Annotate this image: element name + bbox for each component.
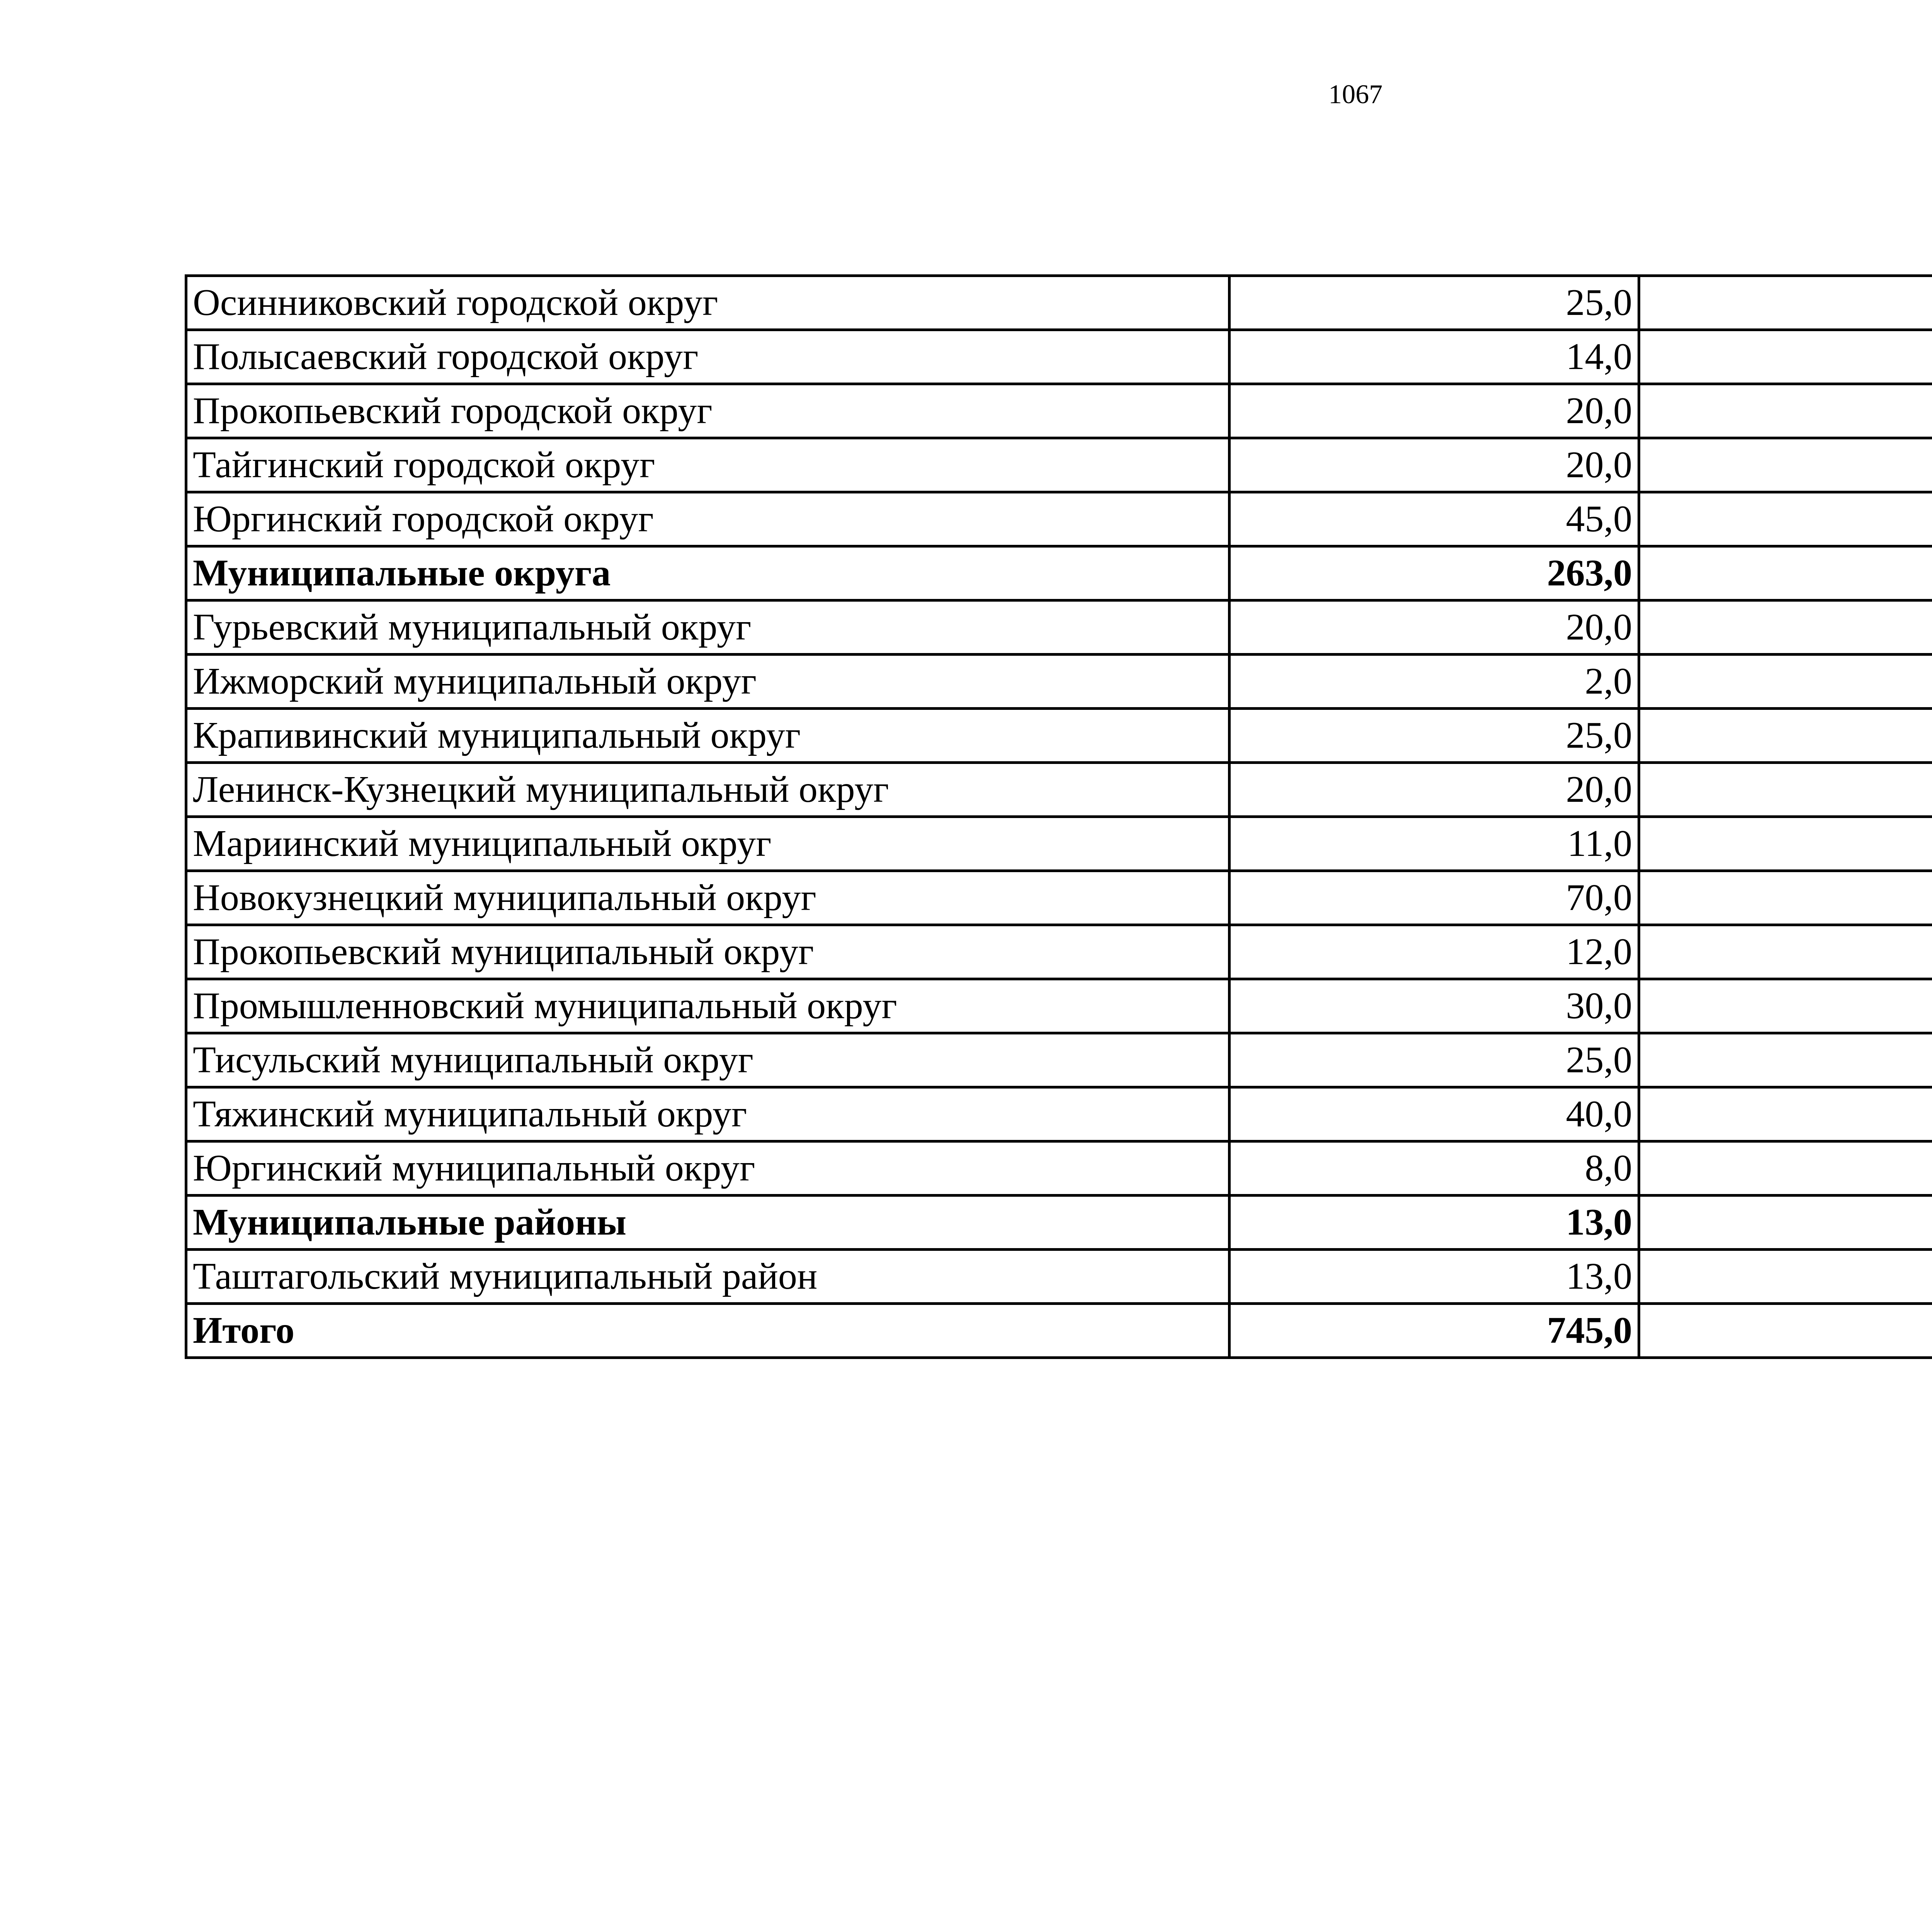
row-value-1-cell: 11,0	[1230, 817, 1639, 871]
row-value-2-cell	[1639, 600, 1932, 655]
row-value-1-cell: 20,0	[1230, 438, 1639, 492]
table-row	[186, 817, 1932, 871]
row-value-1-cell: 263,0	[1230, 546, 1639, 600]
row-value-1-cell: 20,0	[1230, 384, 1639, 438]
row-value-2-cell	[1639, 925, 1932, 979]
row-value-1-cell: 70,0	[1230, 871, 1639, 925]
row-value-2-cell	[1639, 709, 1932, 763]
row-value-1-cell: 8,0	[1230, 1141, 1639, 1196]
table-row	[186, 1250, 1932, 1304]
table-row	[186, 1304, 1932, 1358]
row-value-1-cell: 2,0	[1230, 655, 1639, 709]
table-row	[186, 546, 1932, 600]
row-value-1-cell: 20,0	[1230, 600, 1639, 655]
row-name-cell: Прокопьевский муниципальный округ	[186, 925, 1230, 979]
row-value-1-cell: 14,0	[1230, 330, 1639, 384]
table-row	[186, 979, 1932, 1033]
row-name-cell: Итого	[186, 1304, 1230, 1358]
table-row	[186, 763, 1932, 817]
row-value-1-cell: 25,0	[1230, 1033, 1639, 1087]
table-row	[186, 276, 1932, 330]
row-value-1-cell: 13,0	[1230, 1250, 1639, 1304]
row-value-2-cell	[1639, 276, 1932, 330]
row-value-2-cell	[1639, 763, 1932, 817]
allocation-table	[185, 274, 1932, 1359]
row-name-cell: Ленинск-Кузнецкий муниципальный округ	[186, 763, 1230, 817]
table-body	[186, 276, 1932, 1358]
row-name-cell: Тяжинский муниципальный округ	[186, 1087, 1230, 1141]
row-value-2-cell	[1639, 817, 1932, 871]
row-value-2-cell	[1639, 1087, 1932, 1141]
row-value-2-cell	[1639, 1141, 1932, 1196]
table-row	[186, 600, 1932, 655]
row-name-cell: Тисульский муниципальный округ	[186, 1033, 1230, 1087]
table-row	[186, 1196, 1932, 1250]
row-name-cell: Гурьевский муниципальный округ	[186, 600, 1230, 655]
row-value-1-cell: 12,0	[1230, 925, 1639, 979]
row-value-2-cell	[1639, 492, 1932, 546]
row-name-cell: Мариинский муниципальный округ	[186, 817, 1230, 871]
row-name-cell: Ижморский муниципальный округ	[186, 655, 1230, 709]
table-row	[186, 1141, 1932, 1196]
row-value-2-cell	[1639, 655, 1932, 709]
row-value-1-cell: 25,0	[1230, 709, 1639, 763]
row-name-cell: Промышленновский муниципальный округ	[186, 979, 1230, 1033]
page-number: 1067	[1328, 80, 1383, 109]
row-value-2-cell	[1639, 546, 1932, 600]
table-row	[186, 871, 1932, 925]
row-value-1-cell: 40,0	[1230, 1087, 1639, 1141]
row-value-2-cell	[1639, 871, 1932, 925]
table-row	[186, 925, 1932, 979]
row-name-cell: Юргинский городской округ	[186, 492, 1230, 546]
row-value-1-cell: 13,0	[1230, 1196, 1639, 1250]
row-name-cell: Таштагольский муниципальный район	[186, 1250, 1230, 1304]
row-name-cell: Осинниковский городской округ	[186, 276, 1230, 330]
row-value-1-cell: 45,0	[1230, 492, 1639, 546]
row-value-2-cell	[1639, 1250, 1932, 1304]
row-value-2-cell	[1639, 1196, 1932, 1250]
table-row	[186, 655, 1932, 709]
row-value-2-cell	[1639, 438, 1932, 492]
row-value-1-cell: 30,0	[1230, 979, 1639, 1033]
row-name-cell: Полысаевский городской округ	[186, 330, 1230, 384]
table-row	[186, 438, 1932, 492]
row-value-2-cell	[1639, 1304, 1932, 1358]
table-row	[186, 709, 1932, 763]
row-name-cell: Крапивинский муниципальный округ	[186, 709, 1230, 763]
row-value-2-cell	[1639, 384, 1932, 438]
row-name-cell: Юргинский муниципальный округ	[186, 1141, 1230, 1196]
row-name-cell: Прокопьевский городской округ	[186, 384, 1230, 438]
row-name-cell: Новокузнецкий муниципальный округ	[186, 871, 1230, 925]
row-value-2-cell	[1639, 330, 1932, 384]
row-value-2-cell	[1639, 1033, 1932, 1087]
row-value-1-cell: 20,0	[1230, 763, 1639, 817]
row-value-1-cell: 745,0	[1230, 1304, 1639, 1358]
row-name-cell: Тайгинский городской округ	[186, 438, 1230, 492]
table-row	[186, 1033, 1932, 1087]
table-row	[186, 1087, 1932, 1141]
row-name-cell: Муниципальные районы	[186, 1196, 1230, 1250]
row-value-2-cell	[1639, 979, 1932, 1033]
row-name-cell: Муниципальные округа	[186, 546, 1230, 600]
row-value-1-cell: 25,0	[1230, 276, 1639, 330]
table-row	[186, 492, 1932, 546]
table-row	[186, 384, 1932, 438]
table-row	[186, 330, 1932, 384]
